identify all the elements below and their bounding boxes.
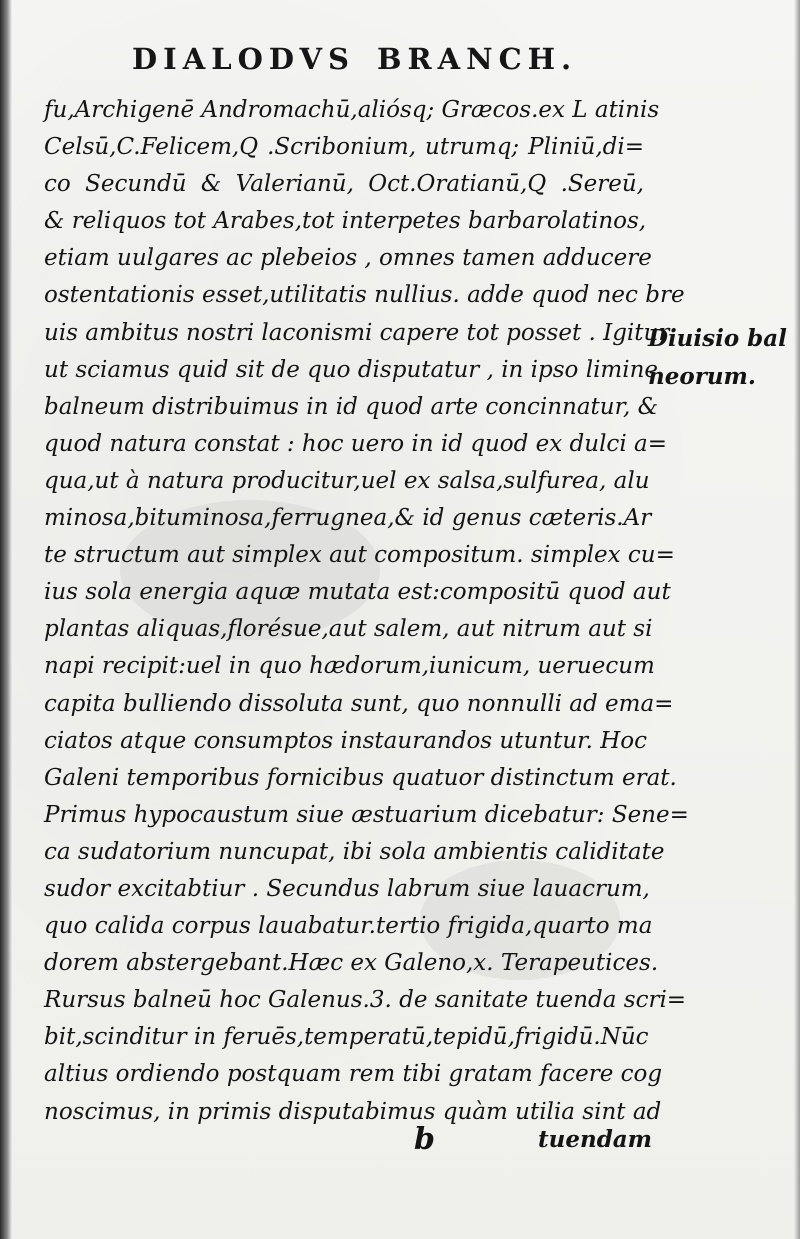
text-line: Celsū,C.Felicem,Q .Scribonium, utrumq; Pliniū,di= (44, 134, 644, 161)
running-head (132, 42, 577, 76)
marginal-note-line: neorum. (648, 363, 756, 390)
text-line: fu,Archigenē Andromachū,aliósq; Græcos.ex L atinis (44, 97, 660, 123)
text-line: plantas aliquas,florésue,aut salem, aut nitrum aut si (44, 616, 653, 643)
text-line: ca sudatorium nuncupat, ibi sola ambientis caliditate (44, 838, 665, 865)
marginal-note (648, 320, 798, 396)
text-line: sudor excitabtiur . Secundus labrum siue lauacrum, (44, 875, 650, 902)
text-line: Primus hypocaustum siue æstuarium dicebatur: Sene= (44, 801, 689, 828)
text-line: balneum distribuimus in id quod arte concinnatur, & (44, 393, 659, 420)
text-line: quod natura constat : hoc uero in id quod ex dulci a= (44, 430, 667, 457)
text-line: qua,ut à natura producitur,uel ex salsa,sulfurea, alu (44, 467, 650, 494)
text-line: noscimus, in primis disputabimus quàm utilia sint ad (44, 1098, 662, 1125)
catchword: tuendam (538, 1126, 653, 1153)
signature-mark: b (414, 1122, 435, 1157)
page-left-edge-shadow (0, 0, 12, 1239)
text-line: & reliquos tot Arabes,tot interpetes barbarolatinos, (44, 208, 647, 235)
text-line: Galeni temporibus fornicibus quatuor distinctum erat. (44, 764, 677, 791)
text-line: ciatos atque consumptos instaurandos utuntur. Hoc (44, 727, 648, 754)
text-line: ut sciamus quid sit de quo disputatur , in ipso limine (44, 356, 659, 383)
text-line: etiam uulgares ac plebeios , omnes tamen adducere (44, 245, 652, 272)
text-line: altius ordiendo postquam rem tibi gratam facere cog (44, 1061, 663, 1088)
text-line: dorem abstergebant.Hæc ex Galeno,x. Terapeutices. (44, 950, 659, 977)
text-line: uis ambitus nostri laconismi capere tot posset . Igitur (44, 319, 670, 346)
text-line: napi recipit:uel in quo hædorum,iunicum, ueruecum (44, 653, 655, 680)
text-line: co Secundū & Valerianū, Oct.Oratianū,Q .Sereū, (44, 171, 644, 198)
text-line: ius sola energia aquæ mutata est:compositū quod aut (44, 579, 671, 606)
text-line: Rursus balneū hoc Galenus.3. de sanitate tuenda scri= (44, 987, 687, 1014)
marginal-note-line: Diuisio bal (648, 325, 787, 352)
running-head-right: BRANCH. (376, 42, 578, 76)
page-right-edge-shadow (794, 0, 800, 1239)
text-line: ostentationis esset,utilitatis nullius. adde quod nec bre (44, 282, 685, 309)
text-line: minosa,bituminosa,ferrugnea,& id genus cæteris.Ar (44, 505, 652, 532)
text-line: quo calida corpus lauabatur.tertio frigida,quarto ma (44, 913, 653, 940)
running-head-left: DIALODVS (132, 42, 355, 76)
text-line: bit,scinditur in feruēs,temperatū,tepidū,frigidū.Nūc (44, 1024, 649, 1051)
body-text (44, 92, 689, 1131)
text-line: te structum aut simplex aut compositum. simplex cu= (44, 542, 675, 569)
text-line: capita bulliendo dissoluta sunt, quo nonnulli ad ema= (44, 690, 674, 717)
